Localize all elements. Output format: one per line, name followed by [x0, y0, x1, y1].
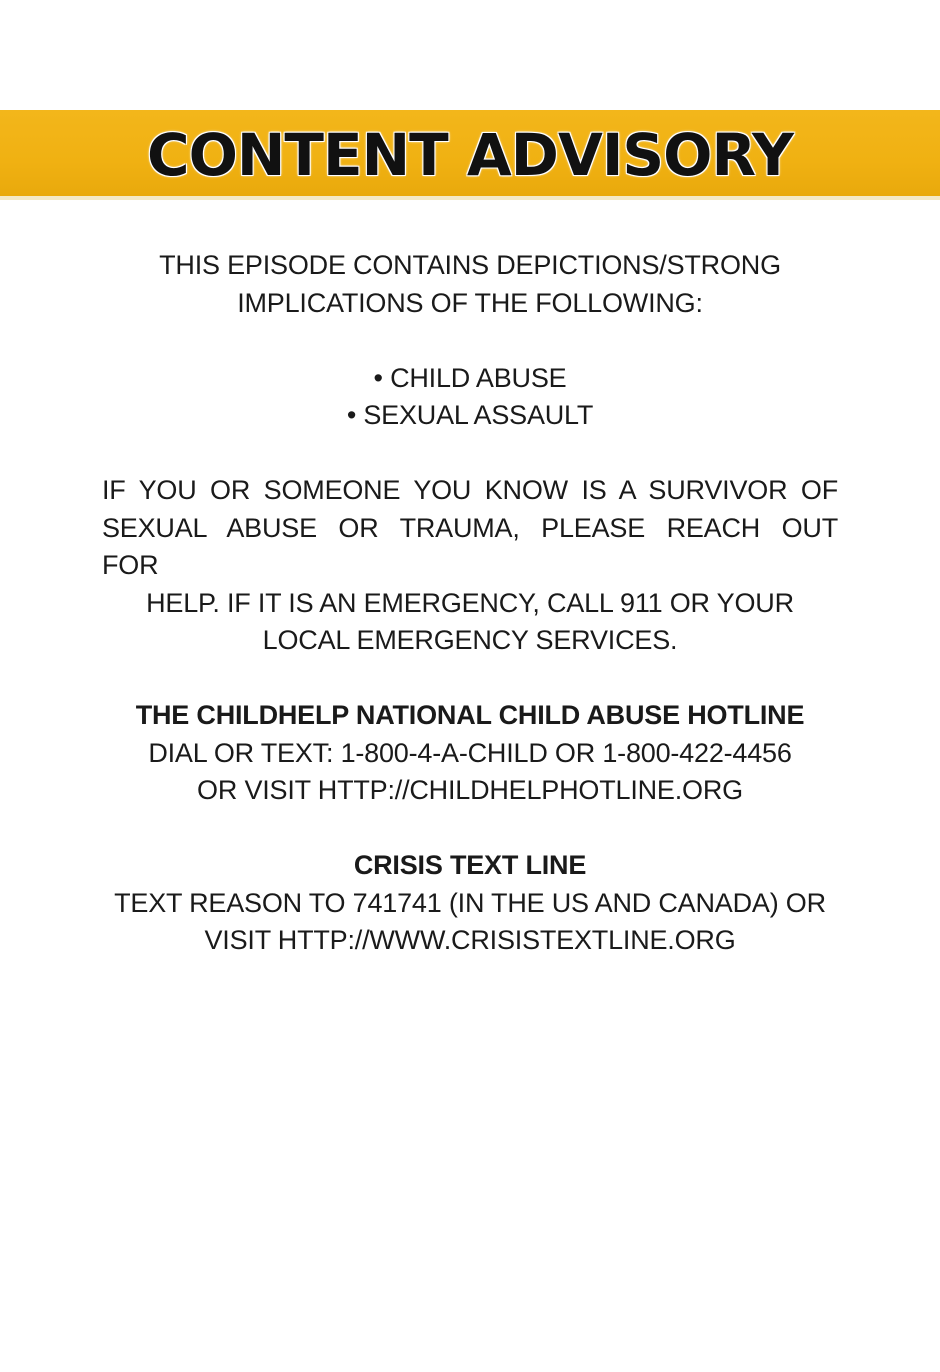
- intro-text: [100, 247, 840, 322]
- help-text: [100, 472, 840, 660]
- help-line-1: IF YOU OR SOMEONE YOU KNOW IS A SURVIVOR OF: [102, 475, 838, 505]
- warning-list: [100, 360, 840, 435]
- childhelp-section: [100, 697, 840, 810]
- advisory-content: [100, 247, 840, 960]
- help-line-2: SEXUAL ABUSE OR TRAUMA, PLEASE REACH OUT FOR: [102, 512, 838, 580]
- warning-item-sexual-assault: • SEXUAL ASSAULT: [346, 400, 594, 430]
- banner-title: CONTENT ADVISORY: [147, 121, 793, 189]
- crisis-heading: CRISIS TEXT LINE: [353, 850, 587, 880]
- crisis-section: [100, 847, 840, 960]
- crisis-line-1: TEXT REASON TO 741741 (IN THE US AND CANADA) OR: [114, 887, 826, 918]
- intro-line-1: THIS EPISODE CONTAINS DEPICTIONS/STRONG: [159, 250, 781, 280]
- warning-item-child-abuse: • CHILD ABUSE: [373, 362, 567, 393]
- intro-line-2: IMPLICATIONS OF THE FOLLOWING:: [237, 287, 703, 318]
- childhelp-line-2: OR VISIT HTTP://CHILDHELPHOTLINE.ORG: [197, 775, 743, 805]
- help-line-3: HELP. IF IT IS AN EMERGENCY, CALL 911 OR YOUR: [146, 587, 794, 618]
- childhelp-line-1: DIAL OR TEXT: 1-800-4-A-CHILD OR 1-800-422-4456: [148, 737, 792, 768]
- crisis-line-2: VISIT HTTP://WWW.CRISISTEXTLINE.ORG: [204, 925, 736, 955]
- advisory-banner: [0, 110, 940, 200]
- childhelp-heading: THE CHILDHELP NATIONAL CHILD ABUSE HOTLINE: [135, 700, 805, 730]
- help-line-4: LOCAL EMERGENCY SERVICES.: [262, 625, 678, 655]
